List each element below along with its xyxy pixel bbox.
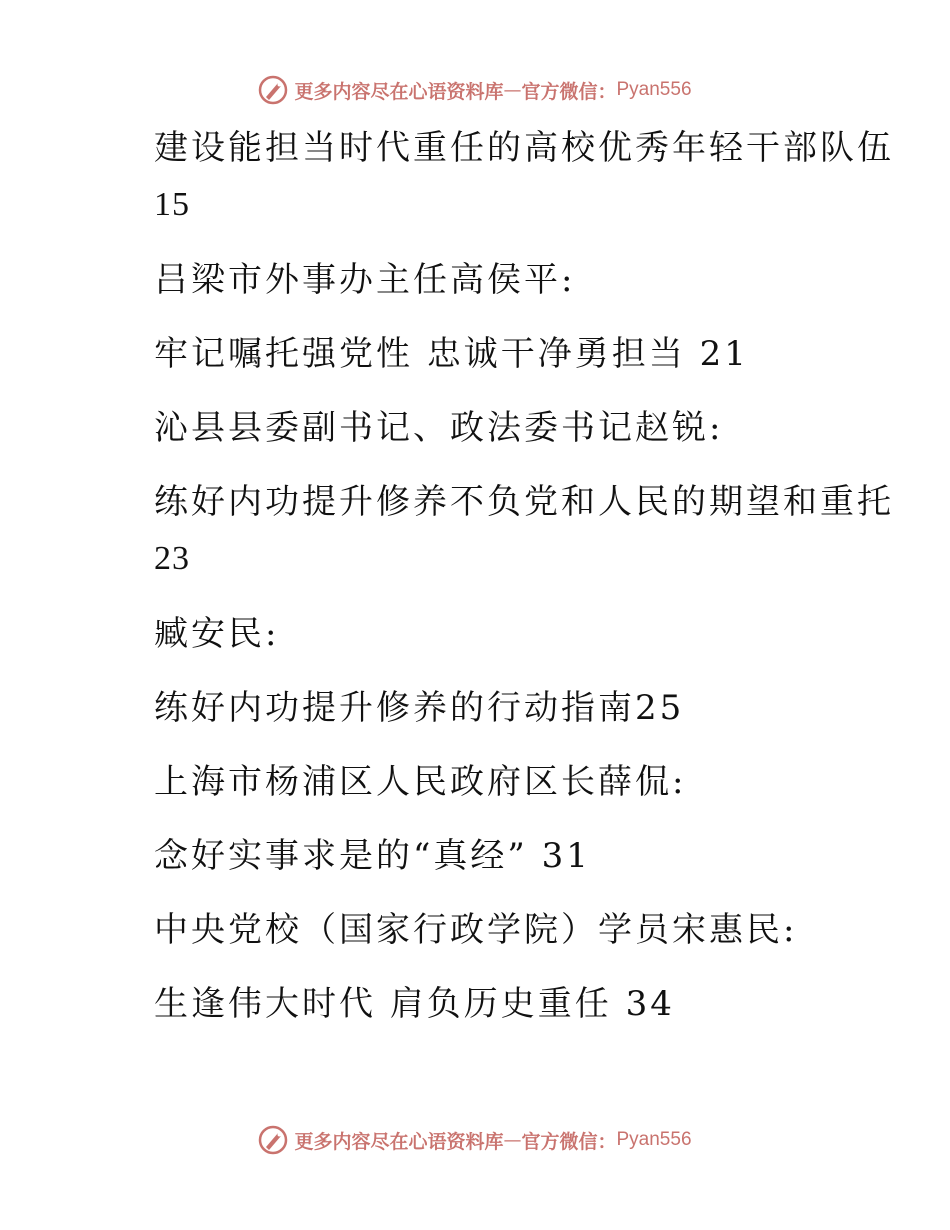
toc-page-number: 15 bbox=[154, 186, 190, 223]
watermark-text: 更多内容尽在心语资料库 bbox=[294, 80, 504, 103]
header-watermark bbox=[0, 70, 950, 110]
toc-line: 臧安民: bbox=[154, 614, 280, 654]
watermark-text: 更多内容尽在心语资料库 bbox=[294, 1130, 504, 1153]
toc-line: 沁县县委副书记、政法委书记赵锐: bbox=[154, 408, 724, 448]
footer-watermark bbox=[0, 1120, 950, 1160]
toc-line: 练好内功提升修养的行动指南25 bbox=[154, 688, 685, 728]
toc-line: 练好内功提升修养不负党和人民的期望和重托 bbox=[154, 482, 894, 522]
watermark-handle: Pyan556 bbox=[616, 79, 692, 100]
pen-seal-icon bbox=[258, 1125, 288, 1155]
toc-line: 吕梁市外事办主任高侯平: bbox=[154, 260, 576, 300]
watermark-handle: Pyan556 bbox=[616, 1129, 692, 1150]
pen-seal-icon bbox=[258, 75, 288, 105]
watermark-separator: — bbox=[503, 79, 522, 101]
toc-line: 念好实事求是的“真经” 31 bbox=[154, 836, 591, 876]
toc-line: 生逢伟大时代 肩负历史重任 34 bbox=[154, 984, 675, 1024]
toc-line: 中央党校（国家行政学院）学员宋惠民: bbox=[154, 910, 798, 950]
watermark-contact: 官方微信： bbox=[521, 1130, 617, 1153]
toc-page-number: 23 bbox=[154, 540, 190, 577]
watermark-separator: — bbox=[503, 1129, 522, 1151]
watermark-contact: 官方微信： bbox=[521, 80, 617, 103]
toc-line: 牢记嘱托强党性 忠诚干净勇担当 21 bbox=[154, 334, 749, 374]
toc-line: 建设能担当时代重任的高校优秀年轻干部队伍 bbox=[154, 128, 894, 168]
toc-line: 上海市杨浦区人民政府区长薛侃: bbox=[154, 762, 687, 802]
